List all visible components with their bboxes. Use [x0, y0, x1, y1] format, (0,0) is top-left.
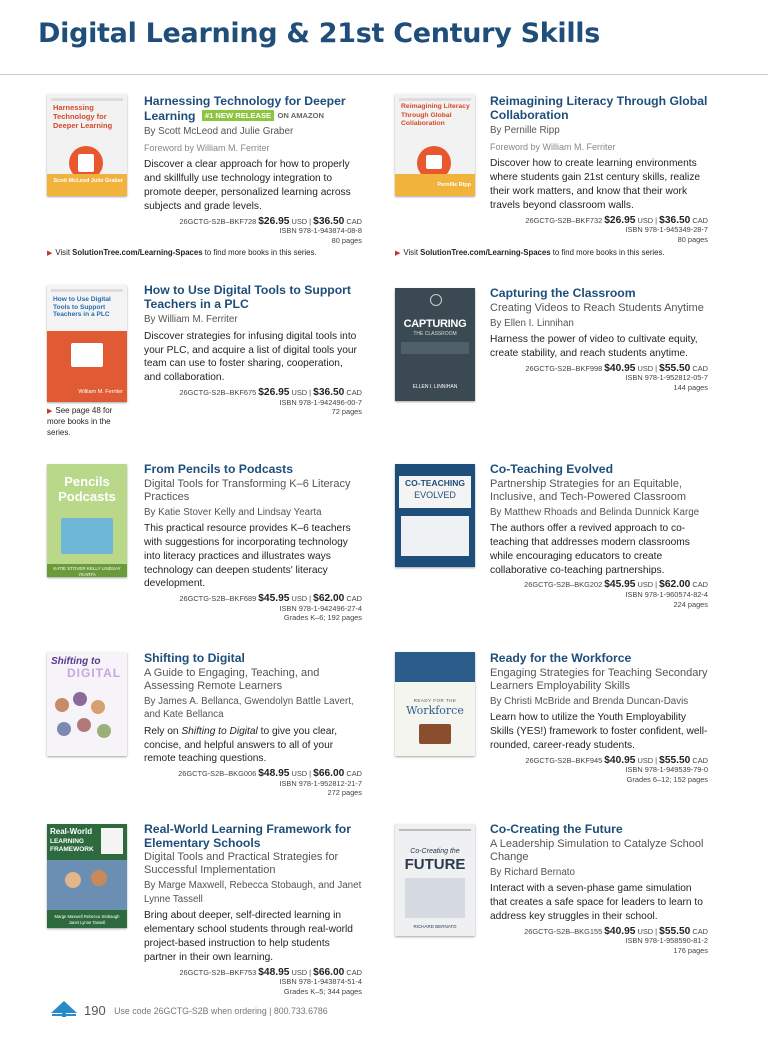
- book-cover[interactable]: [47, 464, 127, 577]
- price-separator: |: [309, 216, 312, 226]
- price-separator: |: [655, 926, 658, 936]
- cover-title: Pencils Podcasts: [58, 474, 116, 504]
- cad-label: CAD: [692, 215, 708, 225]
- usd-label: USD: [637, 755, 654, 765]
- book-cover[interactable]: [395, 464, 475, 567]
- cad-label: CAD: [692, 926, 708, 936]
- cover-title: Shifting to: [51, 656, 101, 667]
- book-subtitle: Partnership Strategies for an Equitable, Inclusive, and Tech-Powered Classroom: [490, 477, 687, 503]
- book-subtitle: Digital Tools for Transforming K–6 Literacy Practices: [144, 477, 351, 503]
- usd-label: USD: [637, 215, 654, 225]
- tree-logo-icon: [50, 1000, 78, 1018]
- book-description: Interact with a seven-phase game simulation that creates a safe space for leaders to learn to address key struggles in their school.: [490, 883, 703, 922]
- book-title[interactable]: From Pencils to Podcasts: [144, 462, 293, 476]
- book-info: [144, 652, 362, 798]
- arrow-right-icon: ▶: [395, 250, 401, 257]
- cover-subtitle: DIGITAL: [67, 666, 122, 680]
- price-separator: |: [655, 215, 658, 225]
- book-pages: Grades 6–12; 152 pages: [626, 774, 708, 784]
- book-description: The authors offer a revived approach to co-teaching that addresses modern classrooms while encouraging educators to create collaborative co-teaching partnerships.: [490, 523, 690, 576]
- book-info: [144, 823, 362, 996]
- book-isbn: ISBN 978-1-942496-27-4: [279, 603, 362, 613]
- price-separator: |: [655, 580, 658, 590]
- page-title: Digital Learning & 21st Century Skills: [38, 18, 601, 49]
- desc-text: Rely on: [144, 725, 182, 737]
- footer-text: Use code 26GCTG-S2B when ordering | 800.733.6786: [114, 1005, 328, 1016]
- cad-label: CAD: [346, 769, 362, 779]
- cover-author: RICHARD BERNATO: [413, 924, 457, 929]
- book-author: By James A. Bellanca, Gwendolyn Battle Lavert, and Kate Bellanca: [144, 695, 354, 721]
- book-code: 26GCTG-S2B–BKF732: [525, 215, 603, 225]
- book-pages: 224 pages: [673, 599, 708, 609]
- book-code: 26GCTG-S2B–BKF675: [179, 387, 257, 397]
- book-subtitle: Creating Videos to Reach Students Anytime: [490, 301, 704, 314]
- book-author: By Scott McLeod and Julie Graber: [144, 126, 294, 138]
- arrow-right-icon: ▶: [47, 408, 53, 415]
- cover-author: William M. Ferriter: [78, 389, 123, 395]
- price-block: [490, 364, 708, 393]
- book-pages: 144 pages: [673, 382, 708, 392]
- book-isbn: ISBN 978-1-943874-08-8: [279, 226, 362, 236]
- book-description: Harness the power of video to cultivate equity, create stability, and reach students anytime.: [490, 334, 698, 359]
- price-block: [490, 756, 708, 785]
- usd-label: USD: [637, 363, 654, 373]
- book-cover[interactable]: [395, 652, 475, 756]
- book-isbn: ISBN 978-1-958590-81-2: [625, 936, 708, 946]
- book-title[interactable]: [144, 95, 362, 123]
- book-info: [490, 95, 708, 244]
- book-subtitle: Engaging Strategies for Teaching Secondary Learners Employability Skills: [490, 666, 708, 692]
- book-author: By Matthew Rhoads and Belinda Dunnick Karge: [490, 506, 700, 518]
- price-usd: $26.95: [604, 214, 636, 226]
- price-cad: $36.50: [659, 214, 691, 226]
- cover-subtitle: EVOLVED: [414, 490, 456, 500]
- price-separator: |: [309, 769, 312, 779]
- book-info: [490, 823, 708, 955]
- book-isbn: ISBN 978-1-952812-21-7: [279, 778, 362, 788]
- cover-author: KATIE STOVER KELLY LINDSAY YEARTA: [53, 566, 121, 577]
- badge-suffix: ON AMAZON: [277, 110, 325, 120]
- price-cad: $55.50: [659, 925, 691, 937]
- cover-subtitle: FUTURE: [404, 856, 466, 873]
- cover-title: Harnessing Technology for Deeper Learning: [53, 103, 113, 130]
- book-pages: 176 pages: [673, 945, 708, 955]
- cover-title: Real-World: [50, 827, 93, 836]
- book-author: By Richard Bernato: [490, 866, 575, 878]
- book-pages: 80 pages: [331, 235, 362, 245]
- book-code: 26GCTG-S2B–BKF945: [525, 755, 603, 765]
- book-foreword: Foreword by William M. Ferriter: [144, 142, 270, 153]
- series-link[interactable]: SolutionTree.com/Learning-Spaces: [72, 248, 203, 257]
- usd-label: USD: [637, 926, 654, 936]
- cover-author: Scott McLeod Julie Graber: [53, 178, 123, 184]
- book-foreword: Foreword by William M. Ferriter: [490, 141, 616, 152]
- book-info: [144, 463, 362, 623]
- book-isbn: ISBN 978-1-942496-00-7: [279, 397, 362, 407]
- price-usd: $45.95: [258, 593, 290, 605]
- book-author: By Pernille Ripp: [490, 125, 560, 137]
- book-code: 26GCTG-S2B–BKG155: [524, 926, 603, 936]
- price-separator: |: [309, 594, 312, 604]
- price-separator: |: [655, 755, 658, 765]
- book-code: 26GCTG-S2B–BKF753: [179, 967, 257, 977]
- series-link[interactable]: SolutionTree.com/Learning-Spaces: [420, 248, 551, 257]
- book-isbn: ISBN 978-1-943874-51-4: [279, 977, 362, 987]
- price-block: [490, 927, 708, 956]
- price-cad: $62.00: [313, 593, 345, 605]
- series-note: [395, 247, 665, 259]
- price-block: [144, 968, 362, 997]
- book-author: By William M. Ferriter: [144, 314, 238, 326]
- book-pages: 72 pages: [331, 407, 362, 417]
- price-block: [144, 217, 362, 246]
- book-cover[interactable]: [47, 824, 127, 928]
- book-author: By Christi McBride and Brenda Duncan-Davis: [490, 695, 689, 707]
- book-description: Bring about deeper, self-directed learning in elementary school students through real-world project-based instruction to help students partner in their own learning.: [144, 910, 353, 963]
- price-usd: $48.95: [258, 966, 290, 978]
- price-usd: $26.95: [258, 215, 290, 227]
- arrow-right-icon: ▶: [47, 250, 53, 257]
- book-description: Learn how to utilize the Youth Employability Skills (YES!) framework to foster confident, well-rounded, career-ready students.: [490, 712, 708, 751]
- book-description: [144, 725, 362, 766]
- price-usd: $40.95: [604, 925, 636, 937]
- price-separator: |: [309, 967, 312, 977]
- book-title[interactable]: Ready for the Workforce: [490, 651, 632, 665]
- book-cover[interactable]: [395, 94, 475, 196]
- desc-italic-title: Shifting to Digital: [181, 725, 258, 737]
- book-title[interactable]: Shifting to Digital: [144, 651, 245, 665]
- cover-subtitle: Workforce: [406, 704, 464, 717]
- book-cover[interactable]: [395, 824, 475, 936]
- book-code: 26GCTG-S2B–BKF728: [179, 216, 257, 226]
- cover-title: How to Use Digital Tools to Support Teachers in a PLC: [53, 296, 111, 319]
- usd-label: USD: [291, 216, 308, 226]
- book-info: [144, 284, 362, 417]
- desc-text: to give you clear, concise, and helpful answers to all of your remote teaching questions.: [144, 725, 338, 765]
- book-author: By Katie Stover Kelly and Lindsay Yearta: [144, 506, 322, 518]
- cad-label: CAD: [692, 363, 708, 373]
- price-cad: $55.50: [659, 362, 691, 374]
- book-isbn: ISBN 978-1-960574-82-4: [625, 589, 708, 599]
- series-note: [47, 406, 127, 438]
- book-cover[interactable]: [47, 652, 127, 756]
- book-title[interactable]: Reimagining Literacy Through Global Collaboration: [490, 94, 708, 122]
- price-block: [144, 769, 362, 798]
- book-pages: Grades K–6; 192 pages: [283, 613, 362, 623]
- price-block: [490, 580, 708, 609]
- book-cover[interactable]: [47, 285, 127, 402]
- usd-label: USD: [291, 594, 308, 604]
- book-pages: 80 pages: [677, 234, 708, 244]
- price-usd: $40.95: [604, 362, 636, 374]
- price-usd: $48.95: [258, 768, 290, 780]
- price-block: [144, 594, 362, 623]
- book-title[interactable]: Capturing the Classroom: [490, 286, 636, 300]
- usd-label: USD: [291, 967, 308, 977]
- cover-subtitle: THE CLASSROOM: [413, 331, 457, 337]
- price-usd: $26.95: [258, 386, 290, 398]
- book-code: 26GCTG-S2B–BKF998: [525, 363, 603, 373]
- new-release-badge: #1 NEW RELEASE: [202, 110, 274, 121]
- page-footer: [50, 1002, 328, 1020]
- book-description: Discover how to create learning environments where students gain 21st century skills, realize their work matters, and know that their work travels beyond classroom walls.: [490, 158, 701, 211]
- price-separator: |: [655, 363, 658, 373]
- book-author: By Marge Maxwell, Rebecca Stobaugh, and Janet Lynne Tassell: [144, 880, 362, 905]
- page-number: 190: [84, 1003, 106, 1019]
- price-block: [490, 216, 708, 245]
- book-info: [144, 95, 362, 245]
- book-description: Discover a clear approach for how to properly and skillfully use technology integration to promote deeper, personalized learning across subjects and grade levels.: [144, 159, 351, 212]
- price-cad: $66.00: [313, 966, 345, 978]
- book-title[interactable]: Co-Teaching Evolved: [490, 462, 614, 476]
- cover-author: Marge Maxwell Rebecca Stobaugh Janet Lynne Tassell: [54, 914, 120, 925]
- book-info: [490, 287, 708, 393]
- cad-label: CAD: [346, 387, 362, 397]
- cover-subtitle: LEARNING FRAMEWORK: [50, 838, 94, 853]
- book-title[interactable]: How to Use Digital Tools to Support Teachers in a PLC: [144, 283, 351, 311]
- book-isbn: ISBN 978-1-952812-05-7: [625, 373, 708, 383]
- usd-label: USD: [291, 769, 308, 779]
- book-cover[interactable]: [47, 94, 127, 196]
- book-pages: Grades K–5; 344 pages: [283, 986, 362, 996]
- usd-label: USD: [637, 580, 654, 590]
- price-block: [144, 388, 362, 417]
- series-note: [47, 247, 317, 259]
- title-divider: [0, 74, 768, 75]
- price-cad: $36.50: [313, 386, 345, 398]
- note-suffix: to find more books in this series.: [550, 248, 665, 257]
- cad-label: CAD: [346, 594, 362, 604]
- price-cad: $36.50: [313, 215, 345, 227]
- price-cad: $62.00: [659, 579, 691, 591]
- book-info: [490, 463, 708, 609]
- price-separator: |: [309, 387, 312, 397]
- price-cad: $66.00: [313, 768, 345, 780]
- book-author: By Ellen I. Linnihan: [490, 317, 574, 329]
- book-description: This practical resource provides K–6 teachers with suggestions for incorporating technology into literacy practices and illustrates ways technology can deepen students' literacy development.: [144, 523, 351, 590]
- cover-author: Pernille Ripp: [437, 182, 471, 188]
- book-pages: 272 pages: [327, 788, 362, 798]
- price-cad: $55.50: [659, 754, 691, 766]
- book-description: Discover strategies for infusing digital tools into your PLC, and acquire a list of digital tools your team can use to foster sharing, cooperation, and collaboration.: [144, 330, 357, 384]
- cad-label: CAD: [346, 216, 362, 226]
- note-prefix: Visit: [55, 248, 73, 257]
- see-page-note[interactable]: See page 48 for more books in the series.: [47, 406, 113, 437]
- book-cover[interactable]: [395, 288, 475, 401]
- cover-title: Co-Creating the: [410, 848, 460, 855]
- book-subtitle: A Leadership Simulation to Catalyze School Change: [490, 837, 704, 863]
- book-code: 26GCTG-S2B–BKF689: [179, 594, 257, 604]
- book-info: [490, 652, 708, 784]
- book-code: 26GCTG-S2B–BKG202: [524, 580, 603, 590]
- book-title[interactable]: Real-World Learning Framework for Elementary Schools: [144, 822, 351, 850]
- book-code: 26GCTG-S2B–BKG006: [178, 769, 257, 779]
- cover-title: CAPTURING: [403, 318, 467, 330]
- price-usd: $45.95: [604, 579, 636, 591]
- usd-label: USD: [291, 387, 308, 397]
- cover-title: Reimagining Literacy Through Global Collaboration: [401, 103, 470, 127]
- cover-title: CO-TEACHING: [405, 478, 465, 488]
- book-title-text[interactable]: Harnessing Technology for Deeper Learning: [144, 94, 346, 123]
- cover-title: READY FOR THE: [413, 698, 457, 703]
- note-prefix: Visit: [403, 248, 421, 257]
- book-title[interactable]: Co-Creating the Future: [490, 822, 623, 836]
- cad-label: CAD: [346, 967, 362, 977]
- cad-label: CAD: [692, 755, 708, 765]
- cad-label: CAD: [692, 580, 708, 590]
- book-isbn: ISBN 978-1-945349-28-7: [625, 225, 708, 235]
- book-subtitle: A Guide to Engaging, Teaching, and Assessing Remote Learners: [144, 666, 320, 692]
- book-isbn: ISBN 978-1-949539-79-0: [625, 765, 708, 775]
- price-usd: $40.95: [604, 754, 636, 766]
- book-subtitle: Digital Tools and Practical Strategies for Successful Implementation: [144, 851, 339, 877]
- cover-author: ELLEN I. LINNIHAN: [412, 384, 458, 390]
- note-suffix: to find more books in this series.: [202, 248, 317, 257]
